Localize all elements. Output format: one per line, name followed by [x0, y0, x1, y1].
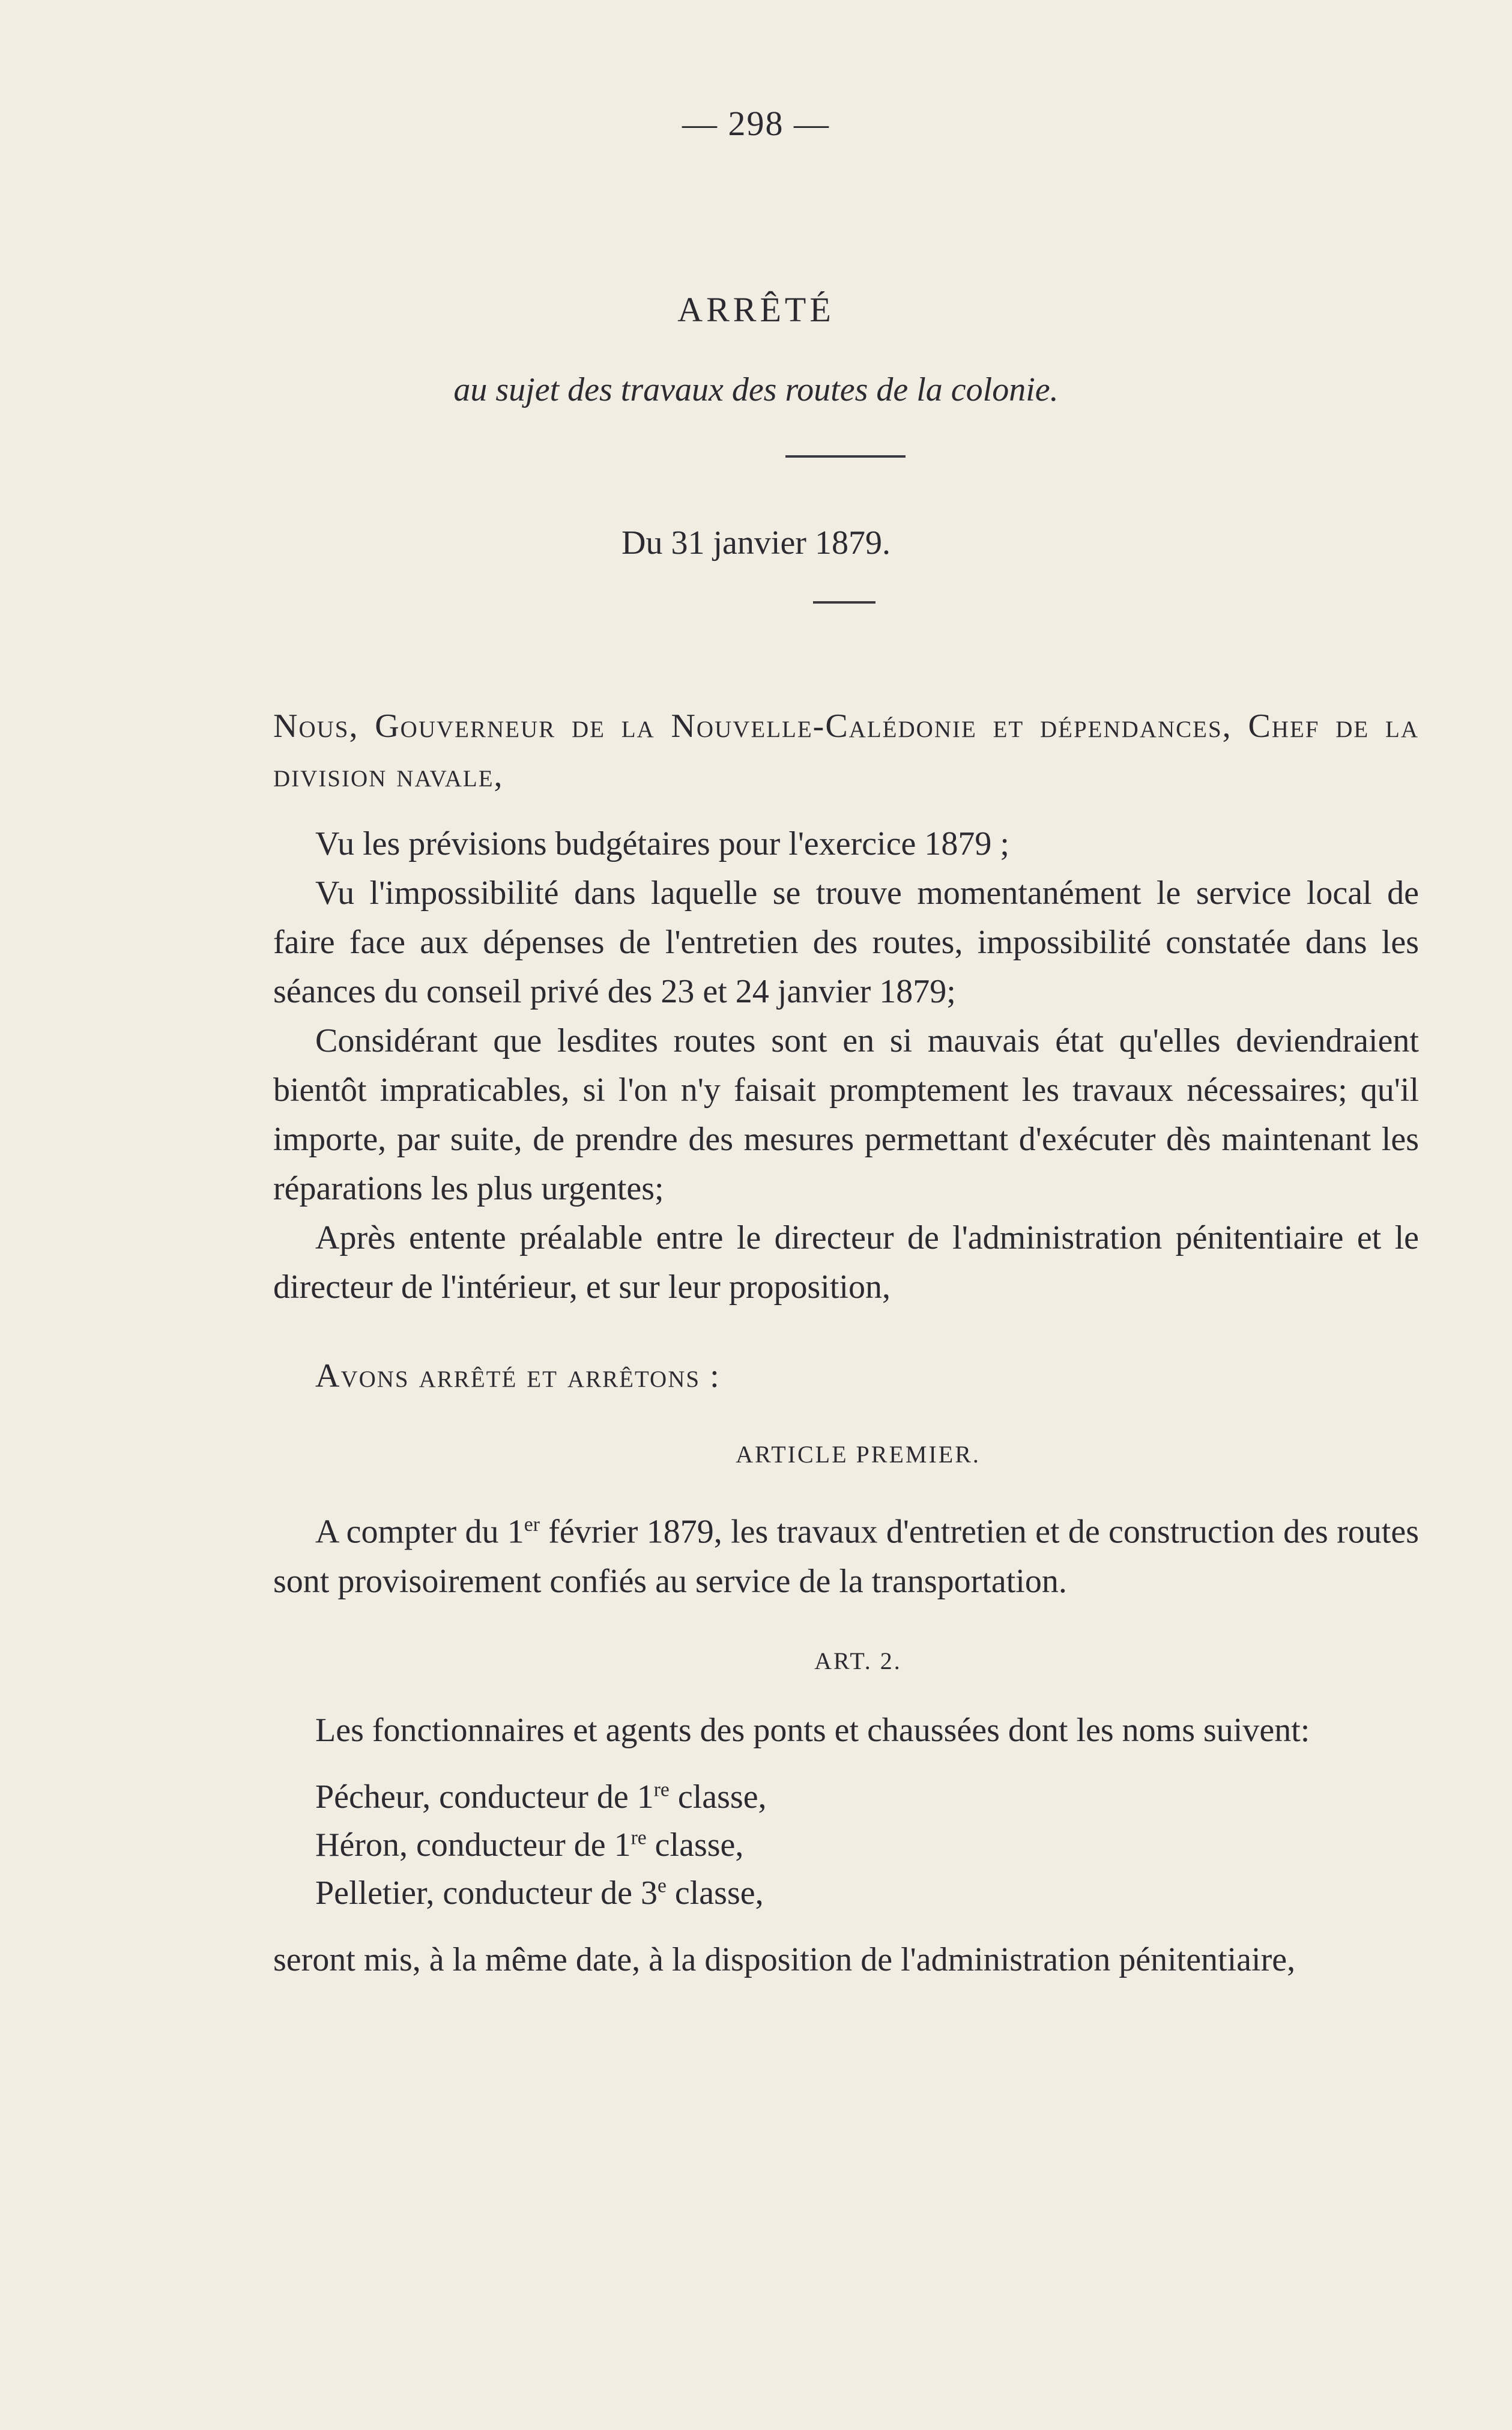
article-2-intro: Les fonctionnaires et agents des ponts et chaussées dont les noms suivent:: [315, 1712, 1310, 1749]
article-2-heading: ART. 2.: [814, 1647, 902, 1674]
article-1-heading: ARTICLE PREMIER.: [736, 1441, 981, 1468]
article-1-text: A compter du 1er février 1879, les travaux d'entretien et de construction des routes sont provisoirement confiés au service de la transportation.: [273, 1513, 1420, 1600]
preamble: Nous, Gouverneur de la Nouvelle-Calédonie et dépendances, Chef de la division navale,: [273, 707, 1419, 794]
decree-subtitle: au sujet des travaux des routes de la colonie.: [453, 371, 1059, 408]
decree-date: Du 31 janvier 1879.: [621, 524, 891, 562]
separator-rule-short: [813, 601, 875, 604]
separator-rule: [785, 455, 906, 458]
decree-formula: Avons arrêté et arrêtons :: [315, 1357, 721, 1395]
decree-title: ARRÊTÉ: [677, 290, 835, 329]
agent-line: Pécheur, conducteur de 1re classe,: [315, 1778, 767, 1816]
consideration-3: Considérant que lesdites routes sont en si mauvais état qu'elles deviendraient bientôt impraticables, si l'on n'y faisait promptement les travaux nécessaires; qu'il importe, par suite, de prendre des mesures permettant d'exécuter dès maintenant les réparations les plus urgentes;: [273, 1022, 1419, 1207]
agent-line: Pelletier, conducteur de 3e classe,: [315, 1874, 764, 1912]
consideration-2: Vu l'impossibilité dans laquelle se trouve momentanément le service local de faire face aux dépenses de l'entretien des routes, impossibilité constatée dans les séances du conseil privé des 23 et 24 janvier 1879;: [273, 874, 1419, 1010]
consideration-4: Après entente préalable entre le directeur de l'administration pénitentiaire et le directeur de l'intérieur, et sur leur proposition,: [273, 1219, 1419, 1306]
consideration-1: Vu les prévisions budgétaires pour l'exercice 1879 ;: [315, 825, 1009, 862]
article-2-closing: seront mis, à la même date, à la disposition de l'administration pénitentiaire,: [273, 1941, 1296, 1978]
agent-line: Héron, conducteur de 1re classe,: [315, 1826, 744, 1864]
page-number: — 298 —: [682, 104, 830, 143]
